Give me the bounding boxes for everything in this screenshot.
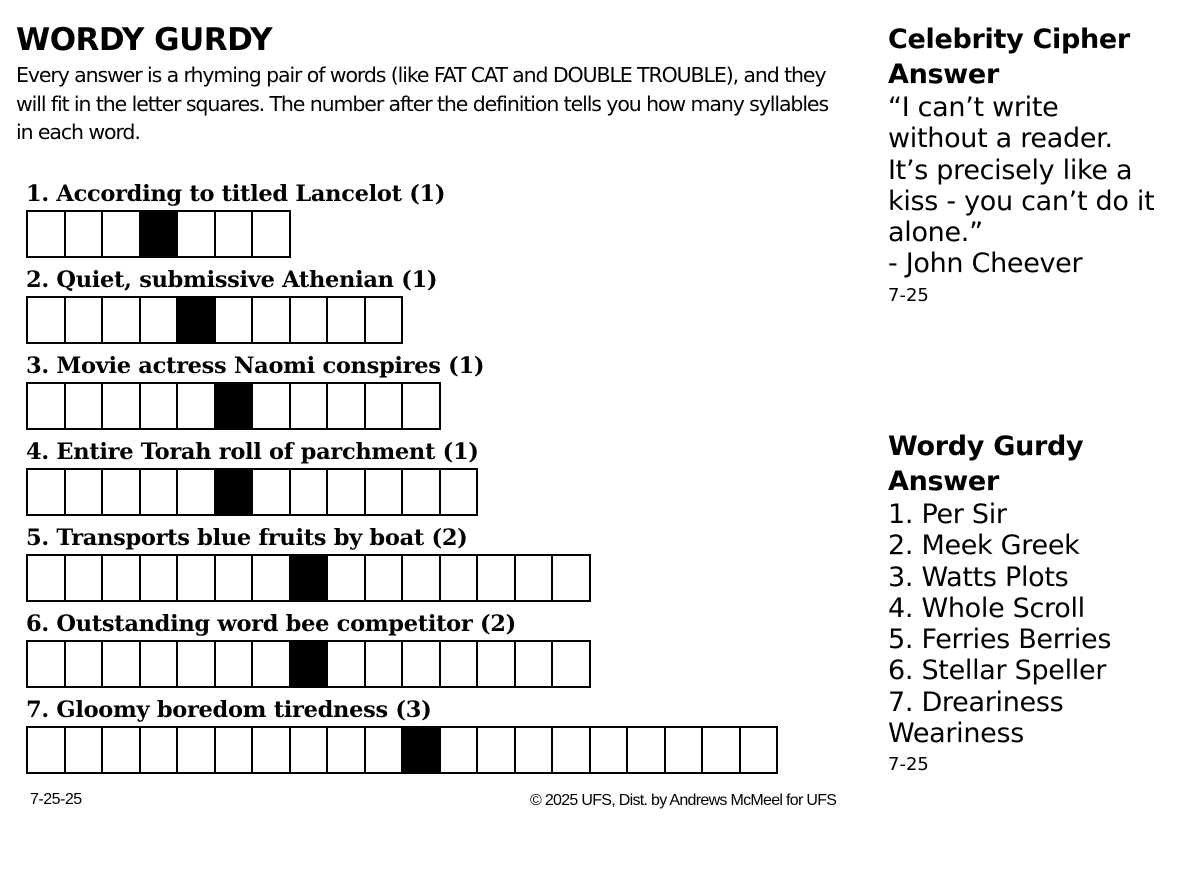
letter-box[interactable] (664, 726, 704, 774)
letter-box[interactable] (176, 726, 216, 774)
letter-box[interactable] (64, 554, 104, 602)
letter-box[interactable] (101, 726, 141, 774)
cipher-quote-line: without a reader. (888, 123, 1113, 155)
letter-box[interactable] (251, 468, 291, 516)
letter-box[interactable] (64, 726, 104, 774)
answer-line: 6. Stellar Speller (888, 655, 1107, 687)
letter-box[interactable] (364, 554, 404, 602)
answer-line: 1. Per Sir (888, 499, 1007, 530)
clue-4 (26, 438, 778, 524)
letter-box[interactable] (326, 726, 366, 774)
letter-box[interactable] (514, 640, 554, 688)
letter-box[interactable] (289, 296, 329, 344)
letter-box[interactable] (101, 382, 141, 430)
letter-box[interactable] (589, 726, 629, 774)
letter-box[interactable] (64, 210, 104, 258)
letter-box[interactable] (439, 554, 479, 602)
clue-label: 3. Movie actress Naomi conspires (1) (26, 353, 485, 379)
letter-box[interactable] (364, 468, 404, 516)
answer-line: 4. Whole Scroll (888, 592, 1085, 624)
letter-box[interactable] (176, 468, 216, 516)
cipher-quote-line: alone.” (888, 217, 983, 249)
letter-box[interactable] (551, 640, 591, 688)
letter-box[interactable] (176, 210, 216, 258)
letter-box[interactable] (439, 640, 479, 688)
answer-line: 3. Watts Plots (888, 561, 1069, 593)
letter-box[interactable] (26, 640, 66, 688)
answer-line: 7. Dreariness (888, 686, 1064, 718)
letter-box[interactable] (214, 640, 254, 688)
puzzle-instructions: Every answer is a rhyming pair of words (like FAT CAT and DOUBLE TROUBLE), and they will fit in the letter squares. The number after the definition tells you how many syllables in each word. (16, 63, 829, 144)
letter-box[interactable] (326, 640, 366, 688)
letter-box[interactable] (439, 726, 479, 774)
letter-box[interactable] (139, 554, 179, 602)
clue-6 (26, 610, 778, 696)
puzzle-title: WORDY GURDY (16, 22, 273, 58)
cipher-quote-line: It’s precisely like a (888, 154, 1133, 186)
letter-box[interactable] (289, 468, 329, 516)
letter-box[interactable] (64, 296, 104, 344)
letter-box[interactable] (214, 210, 254, 258)
letter-box[interactable] (401, 468, 441, 516)
letter-box-row (26, 726, 778, 774)
clue-2 (26, 266, 778, 352)
letter-box[interactable] (176, 554, 216, 602)
letter-box[interactable] (251, 554, 291, 602)
letter-box[interactable] (214, 296, 254, 344)
answer-line: Weariness (888, 718, 1025, 750)
cipher-date: 7-25 (888, 284, 929, 306)
letter-box[interactable] (626, 726, 666, 774)
letter-box-row (26, 210, 778, 258)
letter-box[interactable] (401, 382, 441, 430)
letter-box[interactable] (64, 468, 104, 516)
answer-list (888, 499, 1178, 749)
letter-box[interactable] (214, 554, 254, 602)
black-separator-box (289, 554, 329, 602)
letter-box[interactable] (514, 554, 554, 602)
clue-3 (26, 352, 778, 438)
black-separator-box (214, 468, 254, 516)
copyright-notice: © 2025 UFS, Dist. by Andrews McMeel for UFS (530, 792, 837, 809)
clue-label: 7. Gloomy boredom tiredness (3) (26, 697, 432, 723)
answer-heading-answer: Answer (888, 466, 999, 497)
letter-box[interactable] (476, 640, 516, 688)
letter-box-row (26, 554, 778, 602)
answer-line: 5. Ferries Berries (888, 624, 1112, 656)
clue-label: 1. According to titled Lancelot (1) (26, 181, 446, 207)
black-separator-box (176, 296, 216, 344)
letter-box[interactable] (139, 640, 179, 688)
letter-box-row (26, 640, 778, 688)
clue-5 (26, 524, 778, 610)
cipher-quote (888, 92, 1178, 280)
letter-box[interactable] (251, 726, 291, 774)
letter-box[interactable] (139, 296, 179, 344)
black-separator-box (139, 210, 179, 258)
puzzle-date: 7-25-25 (30, 791, 82, 808)
letter-box[interactable] (26, 210, 66, 258)
letter-box[interactable] (289, 726, 329, 774)
letter-box[interactable] (289, 382, 329, 430)
black-separator-box (401, 726, 441, 774)
letter-box[interactable] (26, 468, 66, 516)
letter-box[interactable] (26, 726, 66, 774)
letter-box[interactable] (364, 726, 404, 774)
letter-box[interactable] (551, 726, 591, 774)
letter-box[interactable] (739, 726, 779, 774)
letter-box[interactable] (326, 382, 366, 430)
letter-box[interactable] (251, 210, 291, 258)
letter-box[interactable] (101, 640, 141, 688)
letter-box[interactable] (251, 296, 291, 344)
cipher-quote-line: kiss - you can’t do it (888, 185, 1155, 217)
letter-box[interactable] (139, 382, 179, 430)
letter-box[interactable] (176, 382, 216, 430)
letter-box[interactable] (26, 382, 66, 430)
letter-box[interactable] (364, 382, 404, 430)
letter-box[interactable] (251, 640, 291, 688)
letter-box[interactable] (176, 640, 216, 688)
black-separator-box (289, 640, 329, 688)
letter-box[interactable] (64, 382, 104, 430)
clue-label: 6. Outstanding word bee competitor (2) (26, 611, 517, 637)
clue-list (26, 180, 778, 782)
cipher-heading: Celebrity Cipher (888, 24, 1130, 55)
letter-box[interactable] (139, 726, 179, 774)
answer-date: 7-25 (888, 754, 929, 776)
cipher-quote-line: “I can’t write (888, 92, 1059, 123)
clue-label: 2. Quiet, submissive Athenian (1) (26, 267, 438, 293)
letter-box[interactable] (401, 640, 441, 688)
celebrity-cipher-answer (888, 22, 1178, 310)
answer-heading: Wordy Gurdy (888, 431, 1084, 462)
cipher-heading-answer: Answer (888, 59, 999, 90)
letter-box[interactable] (26, 554, 66, 602)
letter-box[interactable] (476, 554, 516, 602)
letter-box[interactable] (101, 468, 141, 516)
letter-box[interactable] (139, 468, 179, 516)
clue-label: 4. Entire Torah roll of parchment (1) (26, 439, 479, 465)
letter-box[interactable] (326, 468, 366, 516)
letter-box-row (26, 382, 778, 430)
answer-line: 2. Meek Greek (888, 530, 1080, 562)
black-separator-box (214, 382, 254, 430)
letter-box[interactable] (514, 726, 554, 774)
clue-label: 5. Transports blue fruits by boat (2) (26, 525, 468, 551)
letter-box[interactable] (64, 640, 104, 688)
letter-box[interactable] (551, 554, 591, 602)
cipher-quote-line: - John Cheever (888, 248, 1083, 280)
letter-box[interactable] (26, 296, 66, 344)
letter-box[interactable] (476, 726, 516, 774)
letter-box-row (26, 296, 778, 344)
letter-box[interactable] (101, 210, 141, 258)
letter-box[interactable] (251, 382, 291, 430)
letter-box[interactable] (364, 640, 404, 688)
clue-7 (26, 696, 778, 782)
letter-box[interactable] (214, 726, 254, 774)
letter-box[interactable] (326, 554, 366, 602)
letter-box[interactable] (101, 554, 141, 602)
letter-box-row (26, 468, 778, 516)
letter-box[interactable] (101, 296, 141, 344)
letter-box[interactable] (364, 296, 404, 344)
letter-box[interactable] (439, 468, 479, 516)
clue-1 (26, 180, 778, 266)
letter-box[interactable] (326, 296, 366, 344)
letter-box[interactable] (401, 554, 441, 602)
wordy-gurdy-answer (888, 429, 1178, 779)
letter-box[interactable] (701, 726, 741, 774)
